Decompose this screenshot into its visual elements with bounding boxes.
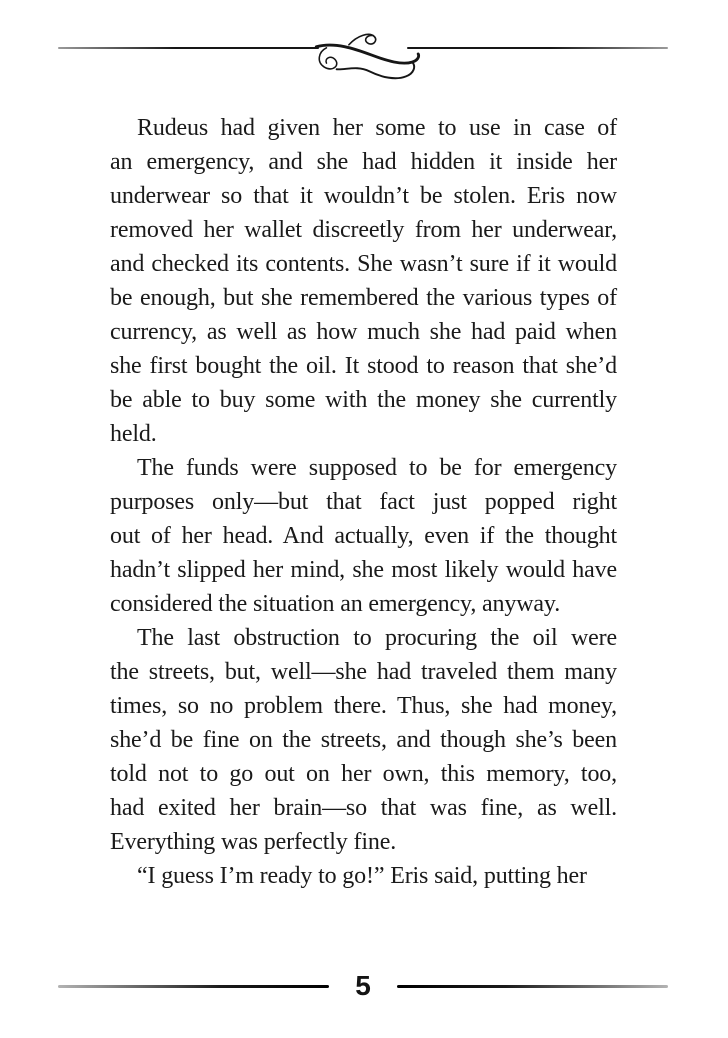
text-line: underwear so that it wouldn’t be stolen. Eris now [110, 183, 617, 209]
text-line: currency, as well as how much she had paid when [110, 319, 617, 345]
footer-rule-left [58, 985, 329, 988]
text-line: the streets, but, well—she had traveled them many [110, 659, 617, 685]
text-line: and checked its contents. She wasn’t sure if it would [110, 251, 617, 277]
footer-rule-right [397, 985, 668, 988]
text-line: purposes only—but that fact just popped right [110, 489, 617, 515]
header-divider [58, 47, 668, 49]
text-line: times, so no problem there. Thus, she had money, [110, 693, 617, 719]
text-line: be able to buy some with the money she currently [110, 387, 617, 413]
header-rule-left [58, 47, 319, 49]
text-line: had exited her brain—so that was fine, as well. [110, 795, 617, 821]
paragraph [110, 111, 617, 451]
text-line: Everything was perfectly fine. [110, 829, 397, 855]
paragraph [110, 451, 617, 621]
text-line: “I guess I’m ready to go!” Eris said, putting her [137, 863, 587, 889]
text-line: told not to go out on her own, this memory, too, [110, 761, 617, 787]
text-line: an emergency, and she had hidden it inside her [110, 149, 617, 175]
text-line: she’d be fine on the streets, and though she’s been [110, 727, 617, 753]
footer-divider [58, 972, 668, 1000]
paragraph [110, 859, 617, 893]
text-line: out of her head. And actually, even if the thought [110, 523, 617, 549]
text-line: The funds were supposed to be for emergency [137, 455, 617, 481]
header-rule-right [407, 47, 668, 49]
text-line: held. [110, 421, 157, 447]
page-number: 5 [355, 970, 371, 1001]
text-line: be enough, but she remembered the various types of [110, 285, 617, 311]
text-line: hadn’t slipped her mind, she most likely would have [110, 557, 617, 583]
text-body [110, 111, 617, 893]
text-line: removed her wallet discreetly from her underwear, [110, 217, 617, 243]
text-line: she first bought the oil. It stood to reason that she’d [110, 353, 617, 379]
paragraph [110, 621, 617, 859]
text-line: Rudeus had given her some to use in case of [137, 115, 617, 141]
text-line: The last obstruction to procuring the oil were [137, 625, 617, 651]
calligraphic-flourish-icon [314, 31, 420, 83]
text-line: considered the situation an emergency, anyway. [110, 591, 561, 617]
